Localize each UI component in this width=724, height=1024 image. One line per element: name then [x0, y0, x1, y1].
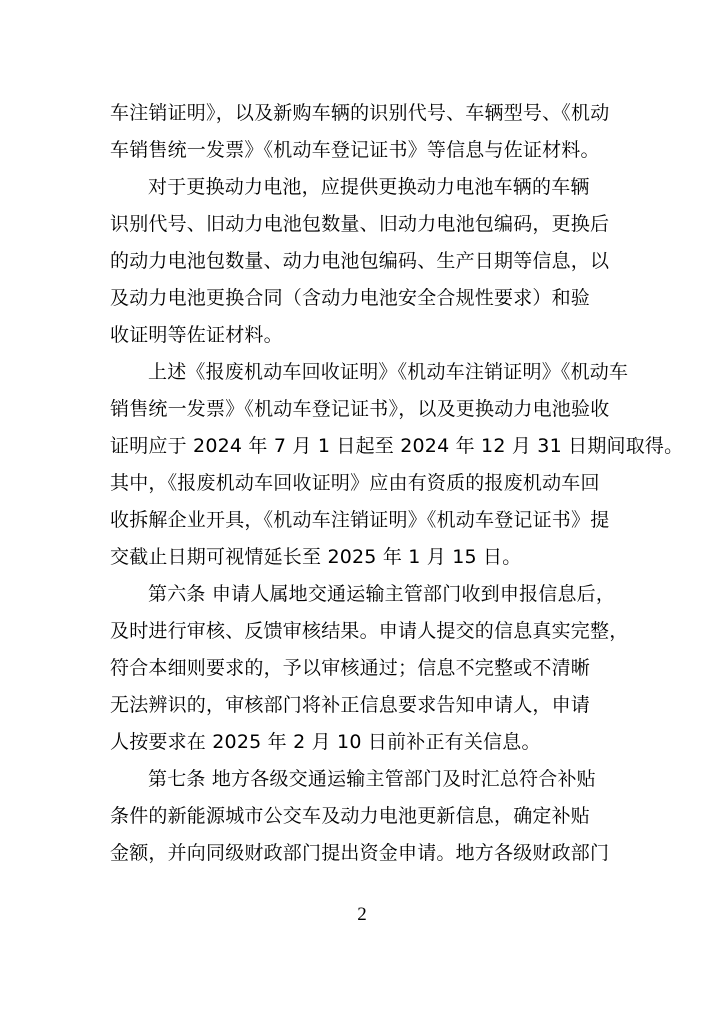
text-line: 人按要求在 2025 年 2 月 10 日前补正有关信息。: [110, 731, 541, 753]
text-line: 收证明等佐证材料。: [110, 324, 283, 346]
paragraph-start-line: 上述《报废机动车回收证明》《机动车注销证明》《机动车: [148, 361, 629, 383]
text-line: 识别代号、旧动力电池包数量、旧动力电池包编码，更换后: [110, 213, 610, 235]
text-line: 销售统一发票》《机动车登记证书》，以及更换动力电池验收: [110, 398, 610, 420]
text-line: 及时进行审核、反馈审核结果。申请人提交的信息真实完整，: [110, 620, 629, 642]
text-line: 条件的新能源城市公交车及动力电池更新信息，确定补贴: [110, 805, 591, 827]
text-line: 的动力电池包数量、动力电池包编码、生产日期等信息，以: [110, 250, 610, 272]
text-line: 符合本细则要求的，予以审核通过；信息不完整或不清晰: [110, 657, 591, 679]
text-line: 无法辨识的，审核部门将补正信息要求告知申请人，申请: [110, 694, 591, 716]
page-number: 2: [357, 904, 367, 925]
paragraph-start-line: 对于更换动力电池，应提供更换动力电池车辆的车辆: [148, 176, 590, 198]
text-line: 车销售统一发票》《机动车登记证书》等信息与佐证材料。: [110, 139, 600, 161]
text-line: 及动力电池更换合同（含动力电池安全合规性要求）和验: [110, 287, 591, 309]
text-line: 其中，《报废机动车回收证明》应由有资质的报废机动车回: [110, 472, 600, 494]
article-seven-line: 第七条 地方各级交通运输主管部门及时汇总符合补贴: [148, 768, 596, 790]
text-line: 收拆解企业开具，《机动车注销证明》《机动车登记证书》提: [110, 509, 610, 531]
text-line: 证明应于 2024 年 7 月 1 日起至 2024 年 12 月 31 日期间取得。: [110, 435, 684, 457]
body-text: [110, 95, 684, 872]
article-six-line: 第六条 申请人属地交通运输主管部门收到申报信息后，: [148, 583, 616, 605]
text-line: 车注销证明》，以及新购车辆的识别代号、车辆型号、《机动: [110, 102, 610, 124]
text-line: 交截止日期可视情延长至 2025 年 1 月 15 日。: [110, 546, 522, 568]
text-line: 金额，并向同级财政部门提出资金申请。地方各级财政部门: [110, 842, 610, 864]
